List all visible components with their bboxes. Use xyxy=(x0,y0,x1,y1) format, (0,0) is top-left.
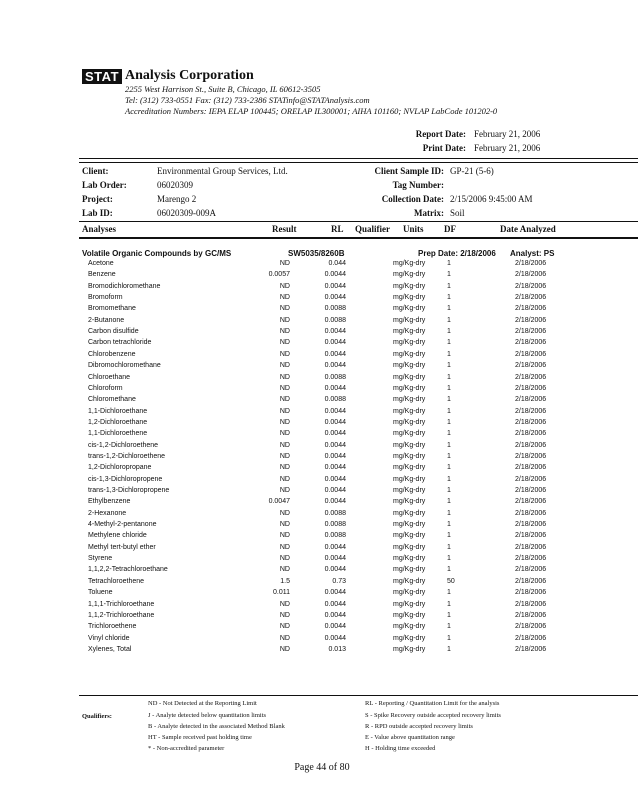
analyte-name: Carbon disulfide xyxy=(88,328,139,336)
date-analyzed: 2/18/2006 xyxy=(515,475,547,483)
units: mg/Kg-dry xyxy=(393,566,426,574)
units: mg/Kg-dry xyxy=(393,543,426,551)
table-row xyxy=(0,408,644,419)
result-value: ND xyxy=(279,384,290,392)
table-row xyxy=(0,351,644,362)
qualifier-note: R - RPD outside accepted recovery limits xyxy=(365,723,473,730)
result-value: ND xyxy=(279,600,290,608)
client-value: Environmental Group Services, Ltd. xyxy=(157,166,288,176)
date-analyzed: 2/18/2006 xyxy=(515,509,547,517)
table-row xyxy=(0,521,644,532)
date-analyzed: 2/18/2006 xyxy=(515,396,547,404)
reporting-limit: 0.044 xyxy=(328,260,346,267)
dilution-factor: 1 xyxy=(447,430,451,438)
units: mg/Kg-dry xyxy=(393,498,426,506)
units: mg/Kg-dry xyxy=(393,509,426,517)
dilution-factor: 1 xyxy=(447,543,451,551)
dilution-factor: 1 xyxy=(447,532,451,540)
analyte-name: 1,1-Dichloroethene xyxy=(88,430,148,438)
result-value: 1.5 xyxy=(280,577,290,585)
date-analyzed: 2/18/2006 xyxy=(515,260,547,267)
analyte-name: trans-1,2-Dichloroethene xyxy=(88,452,166,460)
analyte-name: Bromodichloromethane xyxy=(88,282,161,290)
dilution-factor: 1 xyxy=(447,498,451,506)
qualifier-note: B - Analyte detected in the associated Method Blank xyxy=(148,723,285,730)
date-analyzed: 2/18/2006 xyxy=(515,555,547,563)
reporting-limit: 0.0088 xyxy=(324,396,346,404)
matrix-label: Matrix: xyxy=(414,208,444,218)
dilution-factor: 1 xyxy=(447,373,451,381)
result-value: ND xyxy=(279,373,290,381)
result-value: 0.0047 xyxy=(268,498,290,506)
col-analyses: Analyses xyxy=(82,224,117,234)
reporting-limit: 0.0044 xyxy=(324,271,346,279)
analyte-name: 1,1-Dichloroethane xyxy=(88,407,148,415)
units: mg/Kg-dry xyxy=(393,373,426,381)
result-value: ND xyxy=(279,532,290,540)
dilution-factor: 1 xyxy=(447,589,451,597)
date-analyzed: 2/18/2006 xyxy=(515,623,547,631)
dilution-factor: 1 xyxy=(447,475,451,483)
result-value: ND xyxy=(279,282,290,290)
analyte-name: 1,2-Dichloroethane xyxy=(88,418,148,426)
reporting-limit: 0.0088 xyxy=(324,521,346,529)
client-sample-id-label: Client Sample ID: xyxy=(374,166,444,176)
section-analyst: Analyst: PS xyxy=(510,249,555,258)
reporting-limit: 0.0044 xyxy=(324,589,346,597)
units: mg/Kg-dry xyxy=(393,645,426,653)
analyte-name: 1,2-Dichloropropane xyxy=(88,464,152,472)
table-row xyxy=(0,294,644,305)
units: mg/Kg-dry xyxy=(393,339,426,347)
units: mg/Kg-dry xyxy=(393,282,426,290)
analyte-name: Chloroethane xyxy=(88,373,131,381)
date-analyzed: 2/18/2006 xyxy=(515,316,547,324)
table-row xyxy=(0,532,644,543)
table-row xyxy=(0,305,644,316)
divider xyxy=(79,158,638,159)
date-analyzed: 2/18/2006 xyxy=(515,487,547,494)
table-row xyxy=(0,396,644,407)
dilution-factor: 1 xyxy=(447,464,451,472)
dilution-factor: 1 xyxy=(447,328,451,336)
qualifier-note: H - Holding time exceeded xyxy=(365,745,436,752)
date-analyzed: 2/18/2006 xyxy=(515,464,547,472)
units: mg/Kg-dry xyxy=(393,430,426,438)
units: mg/Kg-dry xyxy=(393,294,426,302)
units: mg/Kg-dry xyxy=(393,396,426,404)
units: mg/Kg-dry xyxy=(393,271,426,279)
dilution-factor: 1 xyxy=(447,362,451,370)
units: mg/Kg-dry xyxy=(393,452,426,460)
date-analyzed: 2/18/2006 xyxy=(515,339,547,347)
analyte-name: Vinyl chloride xyxy=(88,634,130,642)
table-row xyxy=(0,464,644,475)
reporting-limit: 0.0044 xyxy=(324,328,346,336)
date-analyzed: 2/18/2006 xyxy=(515,294,547,302)
date-analyzed: 2/18/2006 xyxy=(515,577,547,585)
lab-order-value: 06020309 xyxy=(157,180,193,190)
analyte-name: Benzene xyxy=(88,271,116,279)
date-analyzed: 2/18/2006 xyxy=(515,282,547,290)
tag-number-label: Tag Number: xyxy=(392,180,444,190)
reporting-limit: 0.0044 xyxy=(324,339,346,347)
result-value: ND xyxy=(279,475,290,483)
project-value: Marengo 2 xyxy=(157,194,197,204)
units: mg/Kg-dry xyxy=(393,555,426,563)
date-analyzed: 2/18/2006 xyxy=(515,362,547,370)
date-analyzed: 2/18/2006 xyxy=(515,305,547,313)
reporting-limit: 0.0044 xyxy=(324,452,346,460)
reporting-limit: 0.0088 xyxy=(324,305,346,313)
dilution-factor: 1 xyxy=(447,487,451,494)
units: mg/Kg-dry xyxy=(393,441,426,449)
col-units: Units xyxy=(403,224,424,234)
analyte-name: Carbon tetrachloride xyxy=(88,339,152,347)
analyte-name: Bromomethane xyxy=(88,305,136,313)
result-value: ND xyxy=(279,509,290,517)
result-value: 0.0057 xyxy=(268,271,290,279)
section-title: Volatile Organic Compounds by GC/MS xyxy=(82,249,232,258)
analyte-name: 1,1,1-Trichloroethane xyxy=(88,600,155,608)
table-row xyxy=(0,362,644,373)
table-row xyxy=(0,498,644,509)
table-row xyxy=(0,589,644,600)
qualifier-note: * - Non-accredited parameter xyxy=(148,745,225,752)
result-value: ND xyxy=(279,328,290,336)
reporting-limit: 0.0044 xyxy=(324,407,346,415)
reporting-limit: 0.0044 xyxy=(324,282,346,290)
analyte-name: 4-Methyl-2-pentanone xyxy=(88,521,157,529)
dilution-factor: 1 xyxy=(447,339,451,347)
units: mg/Kg-dry xyxy=(393,577,426,585)
reporting-limit: 0.0044 xyxy=(324,362,346,370)
table-row xyxy=(0,442,644,453)
table-row xyxy=(0,339,644,350)
reporting-limit: 0.0044 xyxy=(324,600,346,608)
reporting-limit: 0.0044 xyxy=(324,566,346,574)
dilution-factor: 1 xyxy=(447,350,451,358)
dilution-factor: 1 xyxy=(447,634,451,642)
lab-order-label: Lab Order: xyxy=(82,180,127,190)
date-analyzed: 2/18/2006 xyxy=(515,271,547,279)
divider xyxy=(79,162,638,163)
dilution-factor: 1 xyxy=(447,611,451,619)
analyte-name: Toluene xyxy=(88,589,113,597)
dilution-factor: 1 xyxy=(447,555,451,563)
dilution-factor: 1 xyxy=(447,260,451,267)
date-analyzed: 2/18/2006 xyxy=(515,498,547,506)
table-row xyxy=(0,317,644,328)
units: mg/Kg-dry xyxy=(393,260,426,267)
company-contact: Tel: (312) 733-0551 Fax: (312) 733-2386 STATinfo@STATAnalysis.com xyxy=(125,95,370,105)
analyte-name: Chloroform xyxy=(88,384,123,392)
reporting-limit: 0.0044 xyxy=(324,464,346,472)
date-analyzed: 2/18/2006 xyxy=(515,521,547,529)
date-analyzed: 2/18/2006 xyxy=(515,441,547,449)
units: mg/Kg-dry xyxy=(393,384,426,392)
result-value: ND xyxy=(279,566,290,574)
date-analyzed: 2/18/2006 xyxy=(515,430,547,438)
date-analyzed: 2/18/2006 xyxy=(515,634,547,642)
table-row xyxy=(0,283,644,294)
result-value: ND xyxy=(279,396,290,404)
col-result: Result xyxy=(272,224,297,234)
table-row xyxy=(0,385,644,396)
table-row xyxy=(0,430,644,441)
table-row xyxy=(0,623,644,634)
result-value: ND xyxy=(279,521,290,529)
qualifier-note: ND - Not Detected at the Reporting Limit xyxy=(148,700,257,707)
table-row xyxy=(0,453,644,464)
table-row xyxy=(0,328,644,339)
qualifier-note: J - Analyte detected below quantitation limits xyxy=(148,712,267,719)
result-value: ND xyxy=(279,339,290,347)
units: mg/Kg-dry xyxy=(393,362,426,370)
reporting-limit: 0.0088 xyxy=(324,532,346,540)
units: mg/Kg-dry xyxy=(393,418,426,426)
reporting-limit: 0.0044 xyxy=(324,441,346,449)
matrix-value: Soil xyxy=(450,208,465,218)
table-row xyxy=(0,419,644,430)
collection-date-label: Collection Date: xyxy=(381,194,444,204)
company-name: Analysis Corporation xyxy=(125,68,254,83)
dilution-factor: 1 xyxy=(447,396,451,404)
reporting-limit: 0.0044 xyxy=(324,555,346,563)
units: mg/Kg-dry xyxy=(393,589,426,597)
reporting-limit: 0.0088 xyxy=(324,373,346,381)
result-value: ND xyxy=(279,362,290,370)
dilution-factor: 1 xyxy=(447,623,451,631)
units: mg/Kg-dry xyxy=(393,328,426,336)
page-number: Page 44 of 80 xyxy=(294,762,350,773)
qualifier-note: E - Value above quantitation range xyxy=(365,734,455,741)
divider xyxy=(79,695,638,696)
dilution-factor: 50 xyxy=(447,577,455,585)
date-analyzed: 2/18/2006 xyxy=(515,532,547,540)
analyte-name: Chloromethane xyxy=(88,396,136,404)
reporting-limit: 0.0044 xyxy=(324,430,346,438)
print-date-label: Print Date: xyxy=(422,143,466,153)
result-value: ND xyxy=(279,441,290,449)
table-row xyxy=(0,555,644,566)
date-analyzed: 2/18/2006 xyxy=(515,566,547,574)
divider xyxy=(79,221,638,222)
col-df: DF xyxy=(444,224,456,234)
reporting-limit: 0.013 xyxy=(328,645,346,653)
units: mg/Kg-dry xyxy=(393,521,426,529)
analyte-name: Methylene chloride xyxy=(88,532,147,540)
company-logo: STAT xyxy=(82,69,122,84)
reporting-limit: 0.0044 xyxy=(324,384,346,392)
result-value: ND xyxy=(279,294,290,302)
units: mg/Kg-dry xyxy=(393,475,426,483)
result-value: ND xyxy=(279,430,290,438)
analyte-name: Acetone xyxy=(88,260,114,267)
report-date-value: February 21, 2006 xyxy=(474,129,541,139)
analyte-name: 2-Hexanone xyxy=(88,509,127,517)
analyte-name: 1,1,2-Trichloroethane xyxy=(88,611,155,619)
analyte-name: Xylenes, Total xyxy=(88,645,132,653)
reporting-limit: 0.0088 xyxy=(324,316,346,324)
reporting-limit: 0.0044 xyxy=(324,487,346,494)
dilution-factor: 1 xyxy=(447,600,451,608)
date-analyzed: 2/18/2006 xyxy=(515,350,547,358)
table-row xyxy=(0,578,644,589)
reporting-limit: 0.0044 xyxy=(324,634,346,642)
dilution-factor: 1 xyxy=(447,452,451,460)
dilution-factor: 1 xyxy=(447,282,451,290)
table-row xyxy=(0,635,644,646)
date-analyzed: 2/18/2006 xyxy=(515,600,547,608)
table-row xyxy=(0,374,644,385)
dilution-factor: 1 xyxy=(447,566,451,574)
result-value: ND xyxy=(279,452,290,460)
table-row xyxy=(0,487,644,498)
result-value: ND xyxy=(279,634,290,642)
dilution-factor: 1 xyxy=(447,418,451,426)
date-analyzed: 2/18/2006 xyxy=(515,384,547,392)
units: mg/Kg-dry xyxy=(393,611,426,619)
table-row xyxy=(0,544,644,555)
col-qualifier: Qualifier xyxy=(355,224,390,234)
analyte-name: Styrene xyxy=(88,555,113,563)
analyte-name: Tetrachloroethene xyxy=(88,577,145,585)
date-analyzed: 2/18/2006 xyxy=(515,589,547,597)
result-value: ND xyxy=(279,611,290,619)
collection-date-value: 2/15/2006 9:45:00 AM xyxy=(450,194,533,204)
reporting-limit: 0.0044 xyxy=(324,475,346,483)
result-value: ND xyxy=(279,645,290,653)
accreditation-numbers: Accreditation Numbers: IEPA ELAP 100445; ORELAP IL300001; AIHA 101160; NVLAP LabCode 101202-0 xyxy=(125,106,498,116)
client-sample-id-value: GP-21 (5-6) xyxy=(450,166,494,176)
reporting-limit: 0.0088 xyxy=(324,509,346,517)
section-prep-date: Prep Date: 2/18/2006 xyxy=(418,249,496,258)
analyte-name: Methyl tert-butyl ether xyxy=(88,543,156,551)
analyte-name: Dibromochloromethane xyxy=(88,362,161,370)
result-value: ND xyxy=(279,464,290,472)
table-row xyxy=(0,260,644,271)
units: mg/Kg-dry xyxy=(393,487,426,494)
reporting-limit: 0.73 xyxy=(332,577,346,585)
qualifiers-label: Qualifiers: xyxy=(82,713,112,720)
dilution-factor: 1 xyxy=(447,305,451,313)
analyte-name: cis-1,2-Dichloroethene xyxy=(88,441,159,449)
print-date-value: February 21, 2006 xyxy=(474,143,541,153)
client-label: Client: xyxy=(82,166,109,176)
reporting-limit: 0.0044 xyxy=(324,623,346,631)
date-analyzed: 2/18/2006 xyxy=(515,328,547,336)
table-row xyxy=(0,476,644,487)
dilution-factor: 1 xyxy=(447,316,451,324)
table-row xyxy=(0,510,644,521)
col-date-analyzed: Date Analyzed xyxy=(500,224,556,234)
result-value: ND xyxy=(279,555,290,563)
analyte-name: Chlorobenzene xyxy=(88,350,136,358)
date-analyzed: 2/18/2006 xyxy=(515,407,547,415)
result-value: ND xyxy=(279,623,290,631)
units: mg/Kg-dry xyxy=(393,316,426,324)
reporting-limit: 0.0044 xyxy=(324,543,346,551)
reporting-limit: 0.0044 xyxy=(324,294,346,302)
analyte-name: Bromoform xyxy=(88,294,123,302)
table-row xyxy=(0,566,644,577)
date-analyzed: 2/18/2006 xyxy=(515,373,547,381)
report-date-label: Report Date: xyxy=(415,129,466,139)
dilution-factor: 1 xyxy=(447,384,451,392)
table-row xyxy=(0,646,644,657)
date-analyzed: 2/18/2006 xyxy=(515,543,547,551)
dilution-factor: 1 xyxy=(447,521,451,529)
analyte-name: Trichloroethene xyxy=(88,623,137,631)
dilution-factor: 1 xyxy=(447,441,451,449)
units: mg/Kg-dry xyxy=(393,532,426,540)
date-analyzed: 2/18/2006 xyxy=(515,611,547,619)
qualifier-note: HT - Sample received past holding time xyxy=(148,734,252,741)
lab-id-value: 06020309-009A xyxy=(157,208,216,218)
units: mg/Kg-dry xyxy=(393,407,426,415)
dilution-factor: 1 xyxy=(447,294,451,302)
analyte-name: trans-1,3-Dichloropropene xyxy=(88,487,170,494)
units: mg/Kg-dry xyxy=(393,305,426,313)
result-value: ND xyxy=(279,350,290,358)
analyte-name: Ethylbenzene xyxy=(88,498,131,506)
units: mg/Kg-dry xyxy=(393,634,426,642)
date-analyzed: 2/18/2006 xyxy=(515,645,547,653)
date-analyzed: 2/18/2006 xyxy=(515,418,547,426)
reporting-limit: 0.0044 xyxy=(324,418,346,426)
project-label: Project: xyxy=(82,194,113,204)
result-value: ND xyxy=(279,260,290,267)
dilution-factor: 1 xyxy=(447,407,451,415)
analyte-name: cis-1,3-Dichloropropene xyxy=(88,475,163,483)
divider xyxy=(79,237,638,239)
units: mg/Kg-dry xyxy=(393,464,426,472)
units: mg/Kg-dry xyxy=(393,600,426,608)
qualifier-note: S - Spike Recovery outside accepted recovery limits xyxy=(365,712,501,719)
result-value: ND xyxy=(279,305,290,313)
col-rl: RL xyxy=(331,224,344,234)
result-value: ND xyxy=(279,316,290,324)
dilution-factor: 1 xyxy=(447,509,451,517)
lab-id-label: Lab ID: xyxy=(82,208,113,218)
result-value: ND xyxy=(279,407,290,415)
analyte-name: 2-Butanone xyxy=(88,316,125,324)
section-method: SW5035/8260B xyxy=(288,249,345,258)
units: mg/Kg-dry xyxy=(393,623,426,631)
reporting-limit: 0.0044 xyxy=(324,498,346,506)
reporting-limit: 0.0044 xyxy=(324,611,346,619)
company-address: 2255 West Harrison St., Suite B, Chicago, IL 60612-3505 xyxy=(125,84,321,94)
result-value: ND xyxy=(279,487,290,494)
result-value: 0.011 xyxy=(273,589,290,597)
qualifier-note: RL - Reporting / Quantitation Limit for the analysis xyxy=(365,700,500,707)
analyte-name: 1,1,2,2-Tetrachloroethane xyxy=(88,566,168,574)
date-analyzed: 2/18/2006 xyxy=(515,452,547,460)
dilution-factor: 1 xyxy=(447,645,451,653)
result-value: ND xyxy=(279,418,290,426)
table-row xyxy=(0,601,644,612)
dilution-factor: 1 xyxy=(447,271,451,279)
table-row xyxy=(0,271,644,282)
reporting-limit: 0.0044 xyxy=(324,350,346,358)
units: mg/Kg-dry xyxy=(393,350,426,358)
result-value: ND xyxy=(279,543,290,551)
table-row xyxy=(0,612,644,623)
